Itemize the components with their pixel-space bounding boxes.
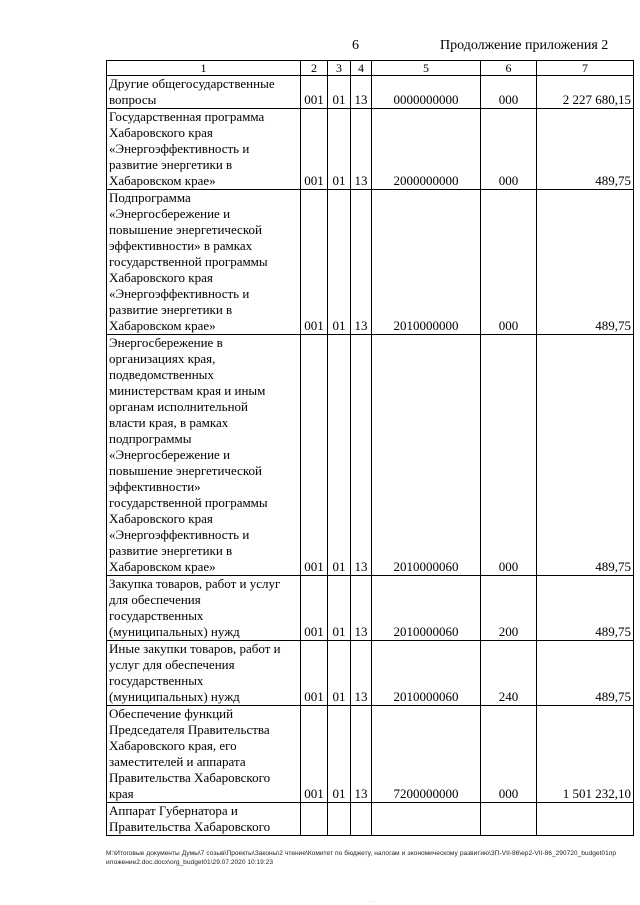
column-header: 1 bbox=[107, 61, 301, 76]
row-subsection: 13 bbox=[351, 190, 372, 335]
row-admin-code bbox=[301, 803, 328, 836]
row-admin-code: 001 bbox=[301, 190, 328, 335]
budget-table bbox=[106, 60, 634, 836]
row-admin-code: 001 bbox=[301, 641, 328, 706]
row-amount: 489,75 bbox=[537, 109, 634, 190]
table-row bbox=[107, 641, 634, 706]
row-expense-type: 000 bbox=[481, 109, 537, 190]
row-subsection bbox=[351, 803, 372, 836]
row-name: Закупка товаров, работ и услуг для обеспечения государственных (муниципальных) нужд bbox=[107, 576, 301, 641]
row-target-article: 2010000060 bbox=[372, 641, 481, 706]
row-amount bbox=[537, 803, 634, 836]
table-row bbox=[107, 190, 634, 335]
row-target-article: 2010000060 bbox=[372, 576, 481, 641]
table-row bbox=[107, 576, 634, 641]
table-row bbox=[107, 76, 634, 109]
row-section bbox=[328, 803, 351, 836]
row-admin-code: 001 bbox=[301, 335, 328, 576]
row-amount: 2 227 680,15 bbox=[537, 76, 634, 109]
row-section: 01 bbox=[328, 76, 351, 109]
table-header-row bbox=[107, 61, 634, 76]
row-section: 01 bbox=[328, 706, 351, 803]
row-name: Другие общегосударственные вопросы bbox=[107, 76, 301, 109]
table-row bbox=[107, 109, 634, 190]
column-header: 5 bbox=[372, 61, 481, 76]
row-expense-type: 000 bbox=[481, 335, 537, 576]
column-header: 4 bbox=[351, 61, 372, 76]
row-amount: 489,75 bbox=[537, 190, 634, 335]
table-row bbox=[107, 803, 634, 836]
row-subsection: 13 bbox=[351, 641, 372, 706]
row-admin-code: 001 bbox=[301, 76, 328, 109]
file-path-footer: M:\Итоговые документы Думы\7 созыв\Проекты\Законы\2 чтение\Комитет по бюджету, налогам и экономическому развитию\ЗП-VII-86\ep2-VII-86_290720_budget01приложение2.doc.docx\org_budget01\29.07.2020 10:19:23 bbox=[106, 850, 616, 866]
row-target-article: 0000000000 bbox=[372, 76, 481, 109]
row-section: 01 bbox=[328, 576, 351, 641]
column-header: 3 bbox=[328, 61, 351, 76]
row-section: 01 bbox=[328, 109, 351, 190]
row-target-article: 7200000000 bbox=[372, 706, 481, 803]
row-name: Иные закупки товаров, работ и услуг для обеспечения государственных (муниципальных) нужд bbox=[107, 641, 301, 706]
row-amount: 489,75 bbox=[537, 335, 634, 576]
row-expense-type: 200 bbox=[481, 576, 537, 641]
row-subsection: 13 bbox=[351, 109, 372, 190]
row-subsection: 13 bbox=[351, 576, 372, 641]
row-admin-code: 001 bbox=[301, 109, 328, 190]
row-amount: 489,75 bbox=[537, 641, 634, 706]
row-section: 01 bbox=[328, 190, 351, 335]
table-row bbox=[107, 706, 634, 803]
row-amount: 489,75 bbox=[537, 576, 634, 641]
row-target-article: 2000000000 bbox=[372, 109, 481, 190]
row-name: Аппарат Губернатора и Правительства Хабаровского bbox=[107, 803, 301, 836]
row-section: 01 bbox=[328, 335, 351, 576]
row-amount: 1 501 232,10 bbox=[537, 706, 634, 803]
row-subsection: 13 bbox=[351, 335, 372, 576]
row-name: Подпрограмма «Энергосбережение и повышение энергетической эффективности» в рамках государственной программы Хабаровского края «Энергоэффективность и развитие энергетики в Хабаровском крае» bbox=[107, 190, 301, 335]
row-target-article bbox=[372, 803, 481, 836]
row-expense-type: 240 bbox=[481, 641, 537, 706]
row-expense-type: 000 bbox=[481, 706, 537, 803]
row-target-article: 2010000000 bbox=[372, 190, 481, 335]
row-name: Государственная программа Хабаровского края «Энергоэффективность и развитие энергетики в Хабаровском крае» bbox=[107, 109, 301, 190]
continuation-title: Продолжение приложения 2 bbox=[440, 38, 609, 53]
page-number: 6 bbox=[352, 38, 359, 53]
row-section: 01 bbox=[328, 641, 351, 706]
scan-mark: . . bbox=[370, 896, 376, 904]
row-name: Обеспечение функций Председателя Правительства Хабаровского края, его заместителей и аппарата Правительства Хабаровского края bbox=[107, 706, 301, 803]
row-expense-type: 000 bbox=[481, 190, 537, 335]
row-admin-code: 001 bbox=[301, 706, 328, 803]
row-subsection: 13 bbox=[351, 706, 372, 803]
row-subsection: 13 bbox=[351, 76, 372, 109]
column-header: 6 bbox=[481, 61, 537, 76]
row-expense-type: 000 bbox=[481, 76, 537, 109]
column-header: 7 bbox=[537, 61, 634, 76]
row-target-article: 2010000060 bbox=[372, 335, 481, 576]
table-row bbox=[107, 335, 634, 576]
column-header: 2 bbox=[301, 61, 328, 76]
row-admin-code: 001 bbox=[301, 576, 328, 641]
row-expense-type bbox=[481, 803, 537, 836]
row-name: Энергосбережение в организациях края, подведомственных министерствам края и иным органам исполнительной власти края, в рамках подпрограммы «Энергосбережение и повышение энергетической эффективности» государственной программы Хабаровского края «Энергоэффективность и развитие энергетики в Хабаровском крае» bbox=[107, 335, 301, 576]
